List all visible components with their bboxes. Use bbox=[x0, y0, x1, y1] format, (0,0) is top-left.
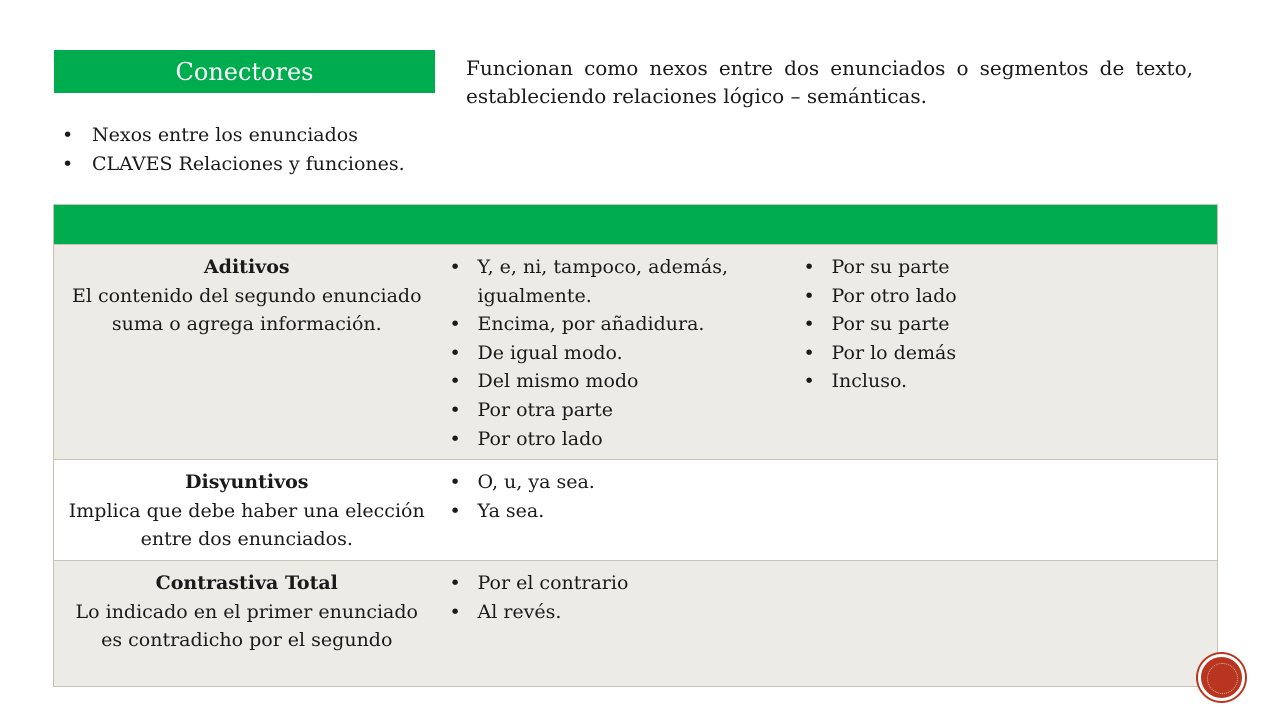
list-item: • Por otra parte bbox=[450, 396, 784, 425]
category-cell bbox=[54, 560, 440, 686]
header-cell bbox=[794, 205, 1218, 245]
list-item: • Al revés. bbox=[450, 598, 784, 627]
list-item: • Y, e, ni, tampoco, además, igualmente. bbox=[450, 253, 784, 310]
intro-text: Funcionan como nexos entre dos enunciados o segmentos de texto, estableciendo relaciones lógico – semánticas. bbox=[466, 56, 1193, 108]
list-item: • O, u, ya sea. bbox=[450, 468, 784, 497]
header-cell bbox=[54, 205, 440, 245]
header-cell bbox=[440, 205, 794, 245]
category-description: El contenido del segundo enunciado suma o agrega información. bbox=[71, 284, 422, 336]
examples-cell bbox=[440, 460, 794, 561]
category-description: Lo indicado en el primer enunciado es contradicho por el segundo bbox=[75, 600, 418, 652]
list-item: • Por otro lado bbox=[450, 425, 784, 454]
table-header-row bbox=[54, 205, 1218, 245]
connectors-table bbox=[53, 204, 1218, 687]
table-row bbox=[54, 460, 1218, 561]
list-item: • Por otro lado bbox=[804, 282, 1208, 311]
list-item: • Por su parte bbox=[804, 310, 1208, 339]
category-cell bbox=[54, 460, 440, 561]
category-term: Disyuntivos bbox=[185, 471, 309, 494]
category-term: Contrastiva Total bbox=[155, 571, 338, 594]
slide-number-badge bbox=[1198, 654, 1245, 701]
examples-cell bbox=[794, 460, 1218, 561]
category-description: Implica que debe haber una elección entre dos enunciados. bbox=[68, 499, 425, 551]
list-item: • Por lo demás bbox=[804, 339, 1208, 368]
category-cell bbox=[54, 245, 440, 460]
list-item: • Del mismo modo bbox=[450, 367, 784, 396]
examples-cell bbox=[794, 245, 1218, 460]
list-item: • Por su parte bbox=[804, 253, 1208, 282]
list-item: • Ya sea. bbox=[450, 497, 784, 526]
list-item: • Incluso. bbox=[804, 367, 1208, 396]
bullet-item: • Nexos entre los enunciados bbox=[62, 121, 405, 150]
bullet-item: • CLAVES Relaciones y funciones. bbox=[62, 150, 405, 179]
examples-cell bbox=[440, 245, 794, 460]
table-row bbox=[54, 560, 1218, 686]
category-term: Aditivos bbox=[203, 256, 290, 278]
list-item: • De igual modo. bbox=[450, 339, 784, 368]
slide-title: Conectores bbox=[54, 50, 435, 93]
examples-cell bbox=[440, 560, 794, 686]
key-bullets bbox=[62, 121, 405, 179]
list-item: • Por el contrario bbox=[450, 569, 784, 598]
examples-cell bbox=[794, 560, 1218, 686]
list-item: • Encima, por añadidura. bbox=[450, 310, 784, 339]
table-row bbox=[54, 245, 1218, 460]
